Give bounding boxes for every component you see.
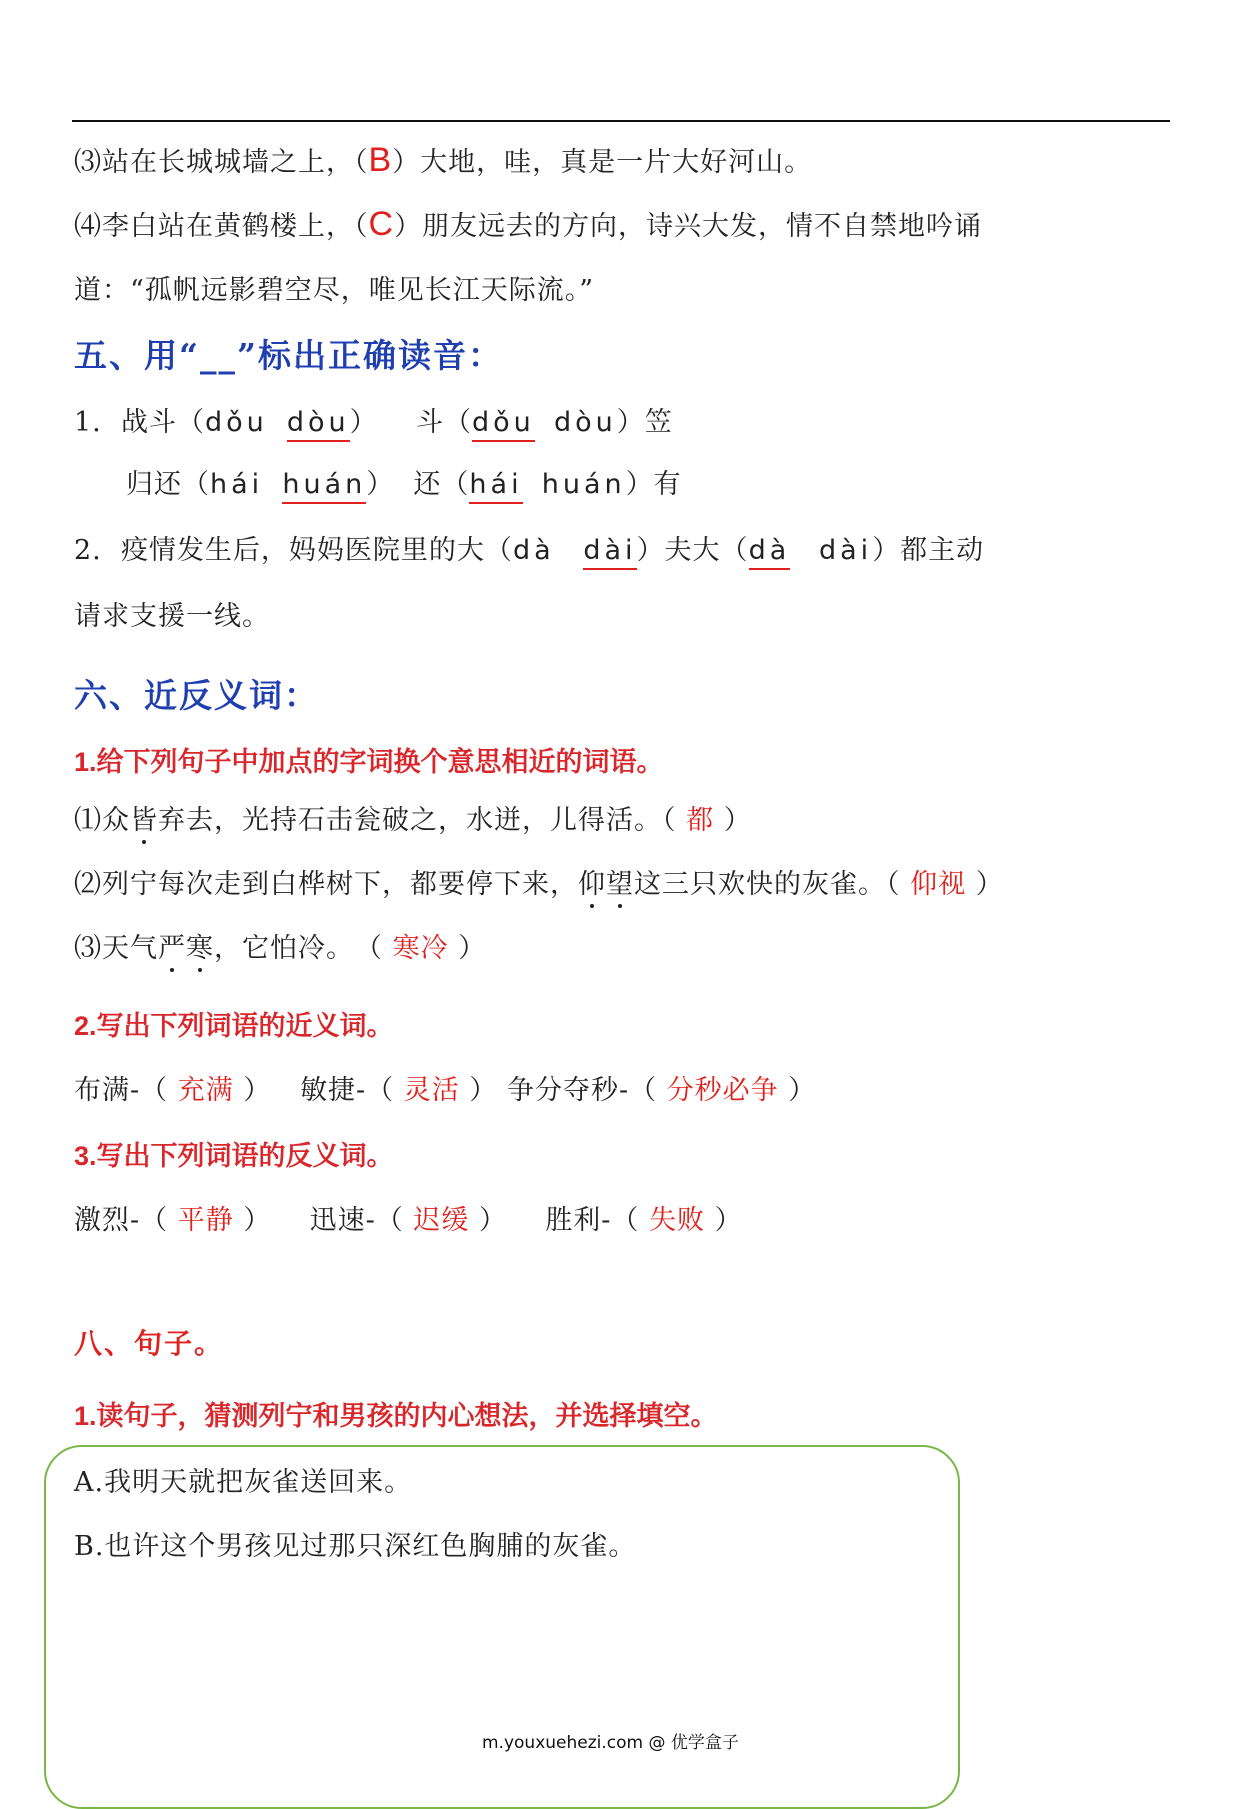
- section8-sub1: 1.读句子，猜测列宁和男孩的内心想法，并选择填空。: [74, 1401, 718, 1431]
- antonym-row: [74, 1198, 743, 1237]
- word-text: 斗（: [416, 407, 473, 438]
- pinyin-row-3-line2: 请求支援一线。: [74, 601, 270, 632]
- q4-answer: C: [368, 205, 395, 243]
- pinyin-correct: hái: [469, 469, 522, 504]
- section6-title: 六、近反义词：: [74, 676, 319, 715]
- word-text: ）有: [625, 469, 682, 500]
- dotted-char: 严: [158, 926, 186, 965]
- pinyin-correct: dài: [583, 535, 636, 570]
- word-text: 布满-（: [74, 1075, 169, 1106]
- pinyin-option: dài: [819, 535, 873, 566]
- answer-text: 仰视: [910, 869, 967, 900]
- item-number: 2.: [74, 535, 102, 566]
- sentence-text: 弃去，光持石击瓮破之，水迸，儿得活。（: [158, 805, 677, 836]
- paren: ）: [723, 805, 752, 836]
- word-text: ）夫大（: [636, 535, 749, 566]
- q4-text-end: ）朋友远去的方向，诗兴大发，情不自禁地吟诵: [394, 211, 983, 242]
- section6-sub3: 3.写出下列词语的反义词。: [74, 1141, 394, 1171]
- answer-text: 灵活: [403, 1075, 460, 1106]
- sentence-text: 这三只欢快的灰雀。（: [634, 869, 901, 900]
- answer-text: 迟缓: [413, 1205, 470, 1236]
- paren: ）: [349, 407, 378, 438]
- answer-text: 失败: [649, 1205, 706, 1236]
- paren: ）: [714, 1205, 743, 1236]
- answer-text: 分秒必争: [666, 1075, 779, 1106]
- pinyin-correct: dòu: [287, 407, 350, 442]
- option-b: B.也许这个男孩见过那只深红色胸脯的灰雀。: [74, 1531, 637, 1562]
- word-text: 争分夺秒-（: [506, 1075, 658, 1106]
- word-text: 激烈-（: [74, 1205, 169, 1236]
- pinyin-option: hái: [210, 469, 264, 500]
- question-4: [74, 204, 982, 244]
- section6-sub2: 2.写出下列词语的近义词。: [74, 1011, 394, 1041]
- word-text: ）都主动: [872, 535, 985, 566]
- synonym-sentence-1: [74, 798, 752, 837]
- paren: ）: [788, 1075, 817, 1106]
- paren: ）: [478, 1205, 507, 1236]
- paren: ）: [458, 933, 487, 964]
- option-a: A.我明天就把灰雀送回来。: [74, 1467, 413, 1498]
- footer-watermark: m.youxuehezi.com @ 优学盒子: [482, 1733, 739, 1753]
- synonym-sentence-2: [74, 862, 1004, 901]
- header-rule: [72, 120, 1170, 122]
- answer-text: 充满: [177, 1075, 234, 1106]
- word-text: 迅速-（: [309, 1205, 404, 1236]
- paren: ）: [366, 469, 395, 500]
- sentence-text: ⑵列宁每次走到白桦树下，都要停下来，: [74, 869, 578, 900]
- synonym-sentence-3: [74, 926, 486, 965]
- pinyin-correct: huán: [282, 469, 366, 504]
- pinyin-option: dòu: [553, 407, 617, 438]
- pinyin-row-3: [74, 528, 984, 567]
- word-text: 胜利-（: [545, 1205, 640, 1236]
- q3-text: ⑶站在长城城墙之上，（: [74, 147, 369, 178]
- dotted-char: 皆: [130, 798, 158, 837]
- sentence-text: ⑴众: [74, 805, 130, 836]
- paren: ）: [975, 869, 1004, 900]
- answer-text: 平静: [177, 1205, 234, 1236]
- pinyin-correct: dà: [749, 535, 791, 570]
- word-text: ）笠: [616, 407, 673, 438]
- item-number: 1.: [74, 407, 102, 438]
- section5-title: 五、用“__”标出正确读音：: [74, 336, 503, 375]
- word-text: 战斗（: [120, 407, 205, 438]
- pinyin-option: huán: [541, 469, 626, 500]
- answer-text: 都: [686, 805, 715, 836]
- q3-text-end: ）大地，哇，真是一片大好河山。: [392, 147, 813, 178]
- pinyin-option: dà: [512, 535, 555, 566]
- dotted-char: 寒: [186, 926, 214, 965]
- sentence-text: ⑶天气: [74, 933, 158, 964]
- paren: ）: [243, 1075, 272, 1106]
- answer-text: 寒冷: [392, 933, 449, 964]
- word-text: 疫情发生后，妈妈医院里的大（: [120, 535, 513, 566]
- dotted-char: 望: [606, 862, 634, 901]
- paren: ）: [243, 1205, 272, 1236]
- sentence-text: ，它怕冷。 （: [214, 933, 383, 964]
- dotted-char: 仰: [578, 862, 606, 901]
- word-text: 还（: [413, 469, 470, 500]
- q3-answer: B: [368, 141, 393, 179]
- section8-title: 八、句子。: [74, 1327, 225, 1360]
- section6-sub1: 1.给下列句子中加点的字词换个意思相近的词语。: [74, 747, 664, 777]
- word-text: 敏捷-（: [300, 1075, 395, 1106]
- paren: ）: [469, 1075, 498, 1106]
- word-text: 归还（: [126, 469, 210, 500]
- pinyin-row-2: [126, 462, 682, 501]
- pinyin-option: dǒu: [204, 407, 268, 438]
- question-3: [74, 140, 812, 180]
- pinyin-correct: dǒu: [472, 407, 535, 442]
- pinyin-row-1: [74, 400, 673, 439]
- q4-line2: 道：“孤帆远影碧空尽，唯见长江天际流。”: [74, 275, 595, 306]
- q4-text: ⑷李白站在黄鹤楼上，（: [74, 211, 369, 242]
- options-box: [44, 1445, 960, 1809]
- synonym-row: [74, 1068, 816, 1107]
